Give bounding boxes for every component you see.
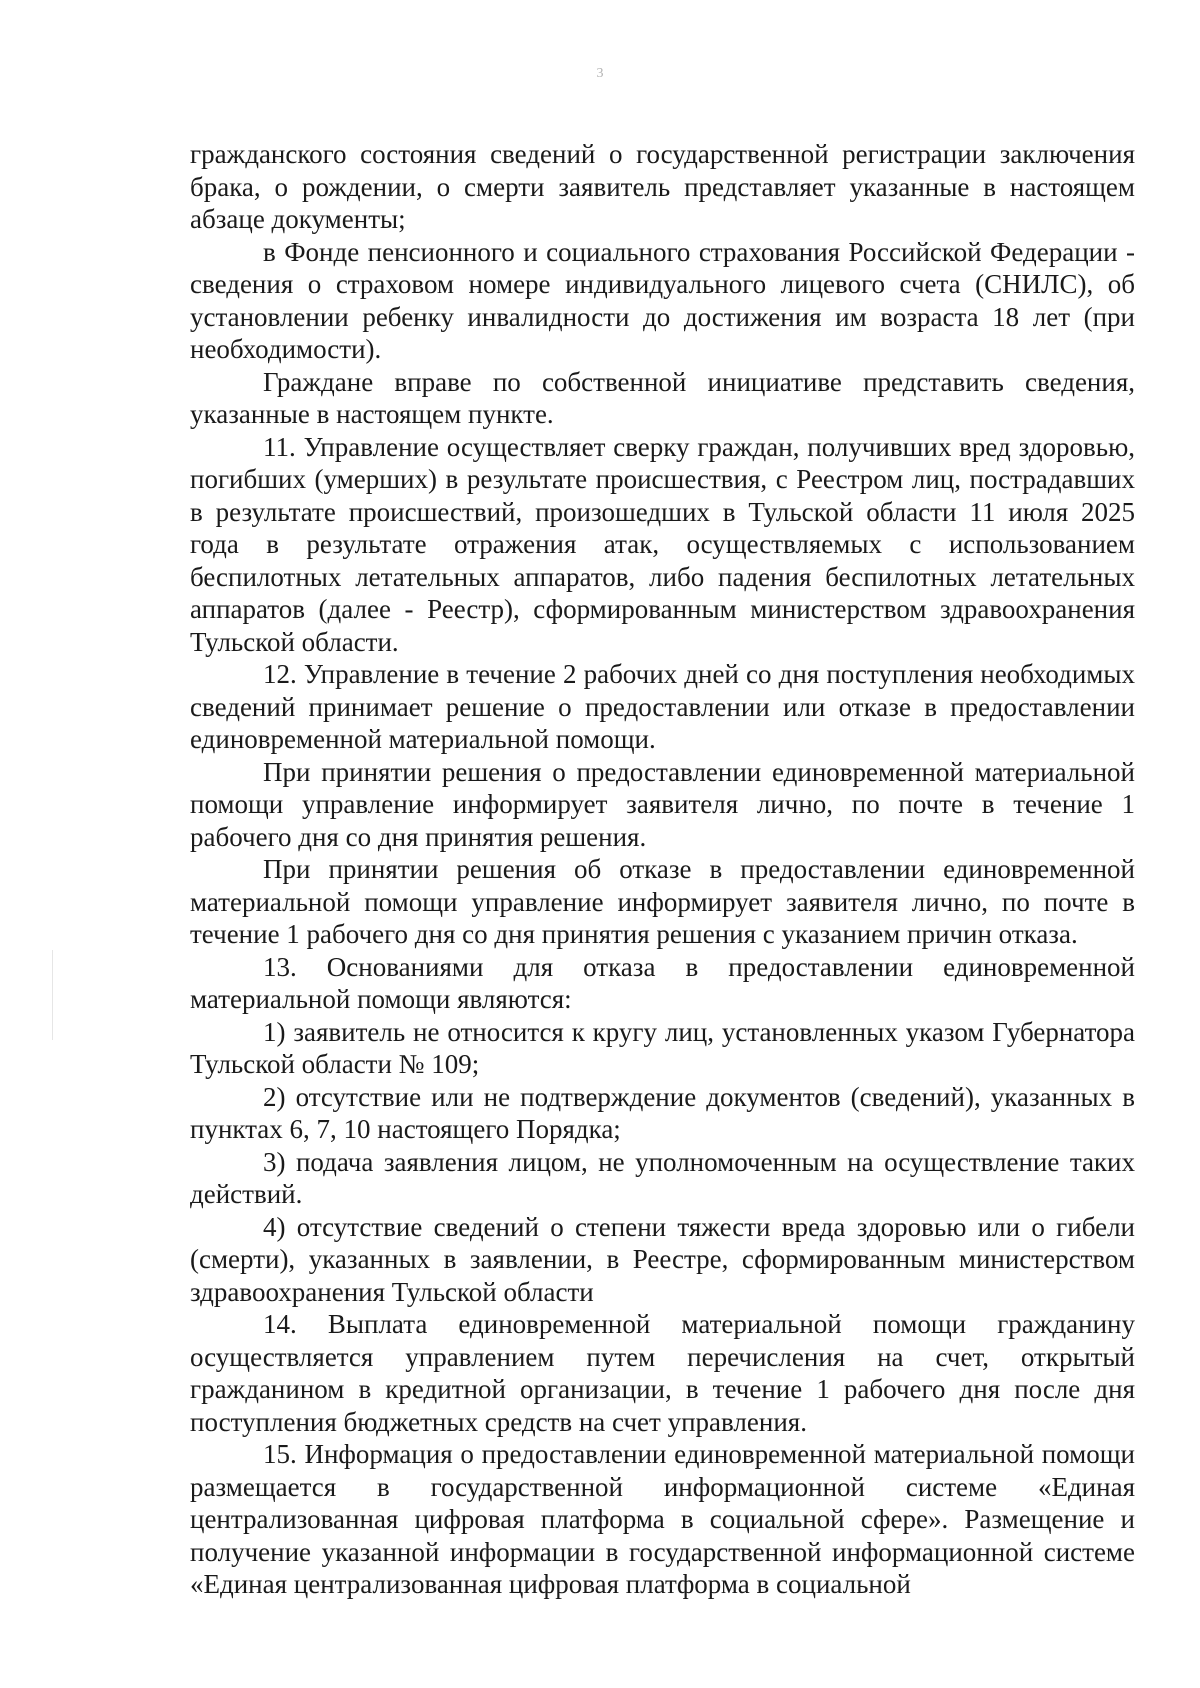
paragraph-reason-3: 3) подача заявления лицом, не уполномоченным на осуществление таких действий. bbox=[190, 1146, 1135, 1209]
paragraph-grant-decision: При принятии решения о предоставлении единовременной материальной помощи управление информирует заявителя лично, по почте в течение 1 рабочего дня со дня принятия решения. bbox=[190, 756, 1135, 852]
paragraph-citizens-right: Граждане вправе по собственной инициативе представить сведения, указанные в настоящем пункте. bbox=[190, 366, 1135, 429]
page-number: 3 bbox=[596, 66, 604, 81]
paragraph-pension-fund: в Фонде пенсионного и социального страхования Российской Федерации - сведения о страховом номере индивидуального лицевого счета (СНИЛС), об установлении ребенку инвалидности до достижения им возраста 18 лет (при необходимости). bbox=[190, 236, 1135, 364]
paragraph-reason-4: 4) отсутствие сведений о степени тяжести вреда здоровью или о гибели (смерти), указанных в заявлении, в Реестре, сформированным министерством здравоохранения Тульской области bbox=[190, 1211, 1135, 1307]
paragraph-refusal-decision: При принятии решения об отказе в предоставлении единовременной материальной помощи управление информирует заявителя лично, по почте в течение 1 рабочего дня со дня принятия решения с указанием причин отказа. bbox=[190, 854, 1135, 949]
paragraph-item-13: 13. Основаниями для отказа в предоставлении единовременной материальной помощи являются: bbox=[190, 951, 1135, 1014]
paragraph-reason-1: 1) заявитель не относится к кругу лиц, установленных указом Губернатора Тульской области № 109; bbox=[190, 1016, 1135, 1079]
paragraph-item-14: 14. Выплата единовременной материальной помощи гражданину осуществляется управлением путем перечисления на счет, открытый гражданином в кредитной организации, в течение 1 рабочего дня после дня поступления бюджетных средств на счет управления. bbox=[190, 1309, 1135, 1437]
scan-margin-line bbox=[52, 950, 53, 1040]
paragraph-item-12: 12. Управление в течение 2 рабочих дней со дня поступления необходимых сведений принимает решение о предоставлении или отказе в предоставлении единовременной материальной помощи. bbox=[190, 659, 1135, 754]
paragraph-item-11: 11. Управление осуществляет сверку граждан, получивших вред здоровью, погибших (умерших) в результате происшествия, с Реестром лиц, пострадавших в результате происшествий, произошедших в Тульской области 11 июля 2025 года в результате отражения атак, осуществляемых с использованием беспилотных летательных аппаратов, либо падения беспилотных летательных аппаратов (далее - Реестр), сформированным министерством здравоохранения Тульской области. bbox=[190, 431, 1135, 657]
paragraph-registry-documents: гражданского состояния сведений о государственной регистрации заключения брака, о рождении, о смерти заявитель представляет указанные в настоящем абзаце документы; bbox=[190, 139, 1135, 234]
document-body bbox=[190, 138, 1135, 1601]
paragraph-item-15: 15. Информация о предоставлении единовременной материальной помощи размещается в государственной информационной системе «Единая централизованная цифровая платформа в социальной сфере». Размещение и получение указанной информации в государственной информационной системе «Единая централизованная цифровая платформа в социальной bbox=[190, 1439, 1135, 1599]
paragraph-reason-2: 2) отсутствие или не подтверждение документов (сведений), указанных в пунктах 6, 7, 10 настоящего Порядка; bbox=[190, 1081, 1135, 1144]
